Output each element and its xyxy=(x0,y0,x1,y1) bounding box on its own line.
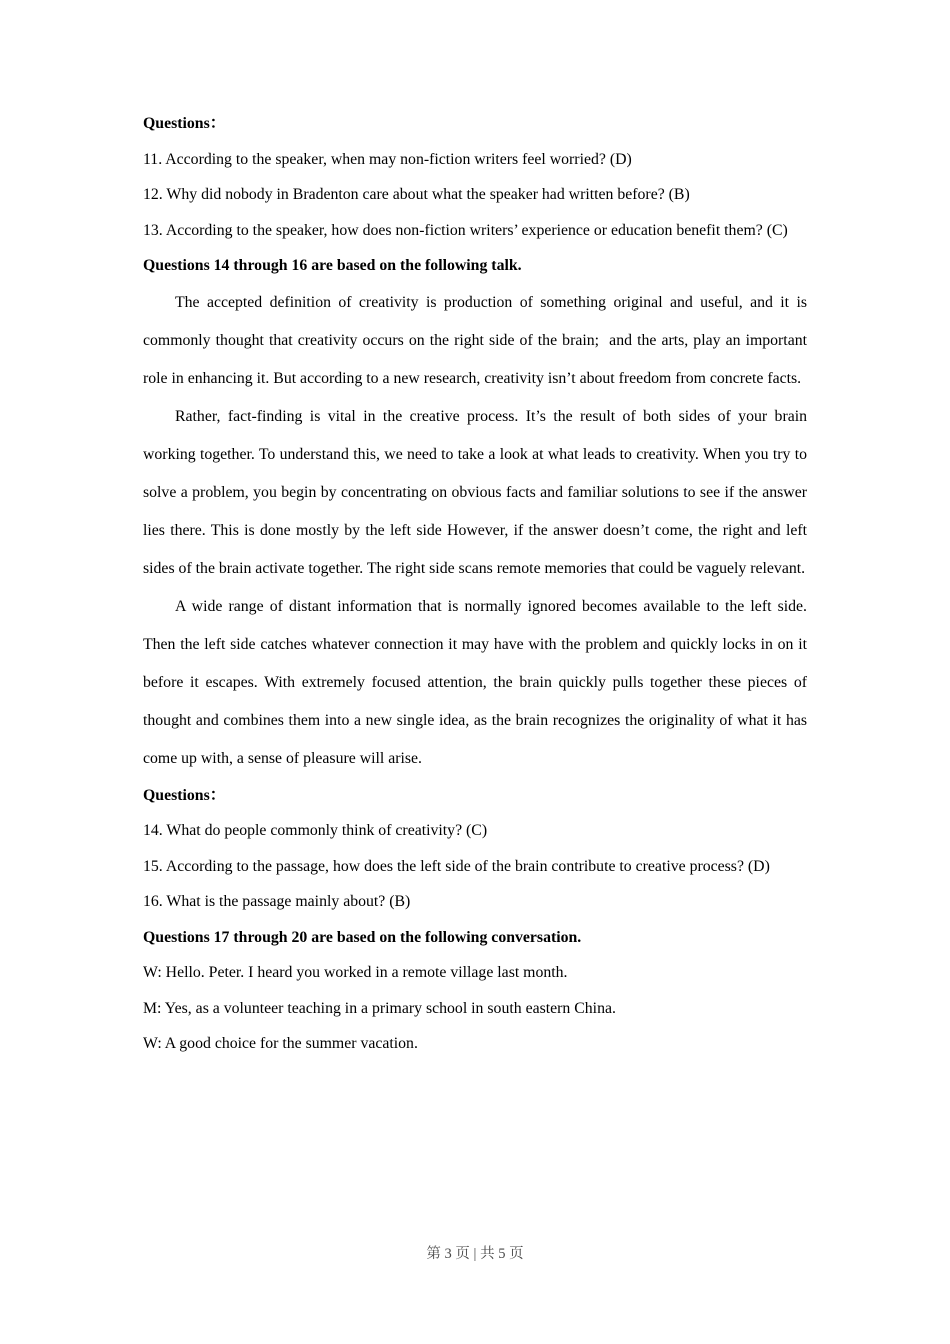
talk-section-heading: Questions 14 through 16 are based on the following talk. xyxy=(143,257,522,274)
dialogue-line-3: W: A good choice for the summer vacation. xyxy=(143,1035,418,1052)
talk-paragraph-3: A wide range of distant information that is normally ignored becomes available to the left side. Then the left side catches whatever connection it may have with the problem and quickly locks in on it before it escapes. With extremely focused attention, the brain quickly pulls together these pieces of thought and combines them into a new single idea, as the brain recognizes the originality of what it has come up with, a sense of pleasure will arise. xyxy=(143,597,811,767)
questions-heading-2: Questions： xyxy=(143,786,226,804)
question-13: 13. According to the speaker, how does non-fiction writers’ experience or education benefit them? (C) xyxy=(143,221,788,239)
question-16: 16. What is the passage mainly about? (B) xyxy=(143,893,411,910)
dialogue-line-1: W: Hello. Peter. I heard you worked in a remote village last month. xyxy=(143,964,568,981)
talk-paragraph-1: The accepted definition of creativity is production of something original and useful, and it is commonly thought that creativity occurs on the right side of the brain; and the arts, play an important role in enhancing it. But according to a new research, creativity isn’t about freedom from concrete facts. xyxy=(143,293,811,387)
page-number: 第 3 页 | 共 5 页 xyxy=(426,1246,524,1262)
talk-paragraph-2: Rather, fact-finding is vital in the creative process. It’s the result of both sides of your brain working together. To understand this, we need to take a look at what leads to creativity. When you try to solve a problem, you begin by concentrating on obvious facts and familiar solutions to see if the answer lies there. This is done mostly by the left side However, if the answer doesn’t come, the right and left sides of the brain activate together. The right side scans remote memories that could be vaguely relevant. xyxy=(143,407,811,577)
exam-transcript-page xyxy=(143,106,811,1062)
question-15: 15. According to the passage, how does the left side of the brain contribute to creative process? (D) xyxy=(143,857,770,875)
conversation-section-heading: Questions 17 through 20 are based on the following conversation. xyxy=(143,928,582,946)
question-14: 14. What do people commonly think of creativity? (C) xyxy=(143,822,488,839)
questions-heading-1: Questions： xyxy=(143,115,226,132)
dialogue-line-2: M: Yes, as a volunteer teaching in a primary school in south eastern China. xyxy=(143,999,616,1017)
question-12: 12. Why did nobody in Bradenton care about what the speaker had written before? (B) xyxy=(143,186,690,203)
page-footer xyxy=(0,1244,950,1264)
question-11: 11. According to the speaker, when may non-fiction writers feel worried? (D) xyxy=(143,150,632,168)
